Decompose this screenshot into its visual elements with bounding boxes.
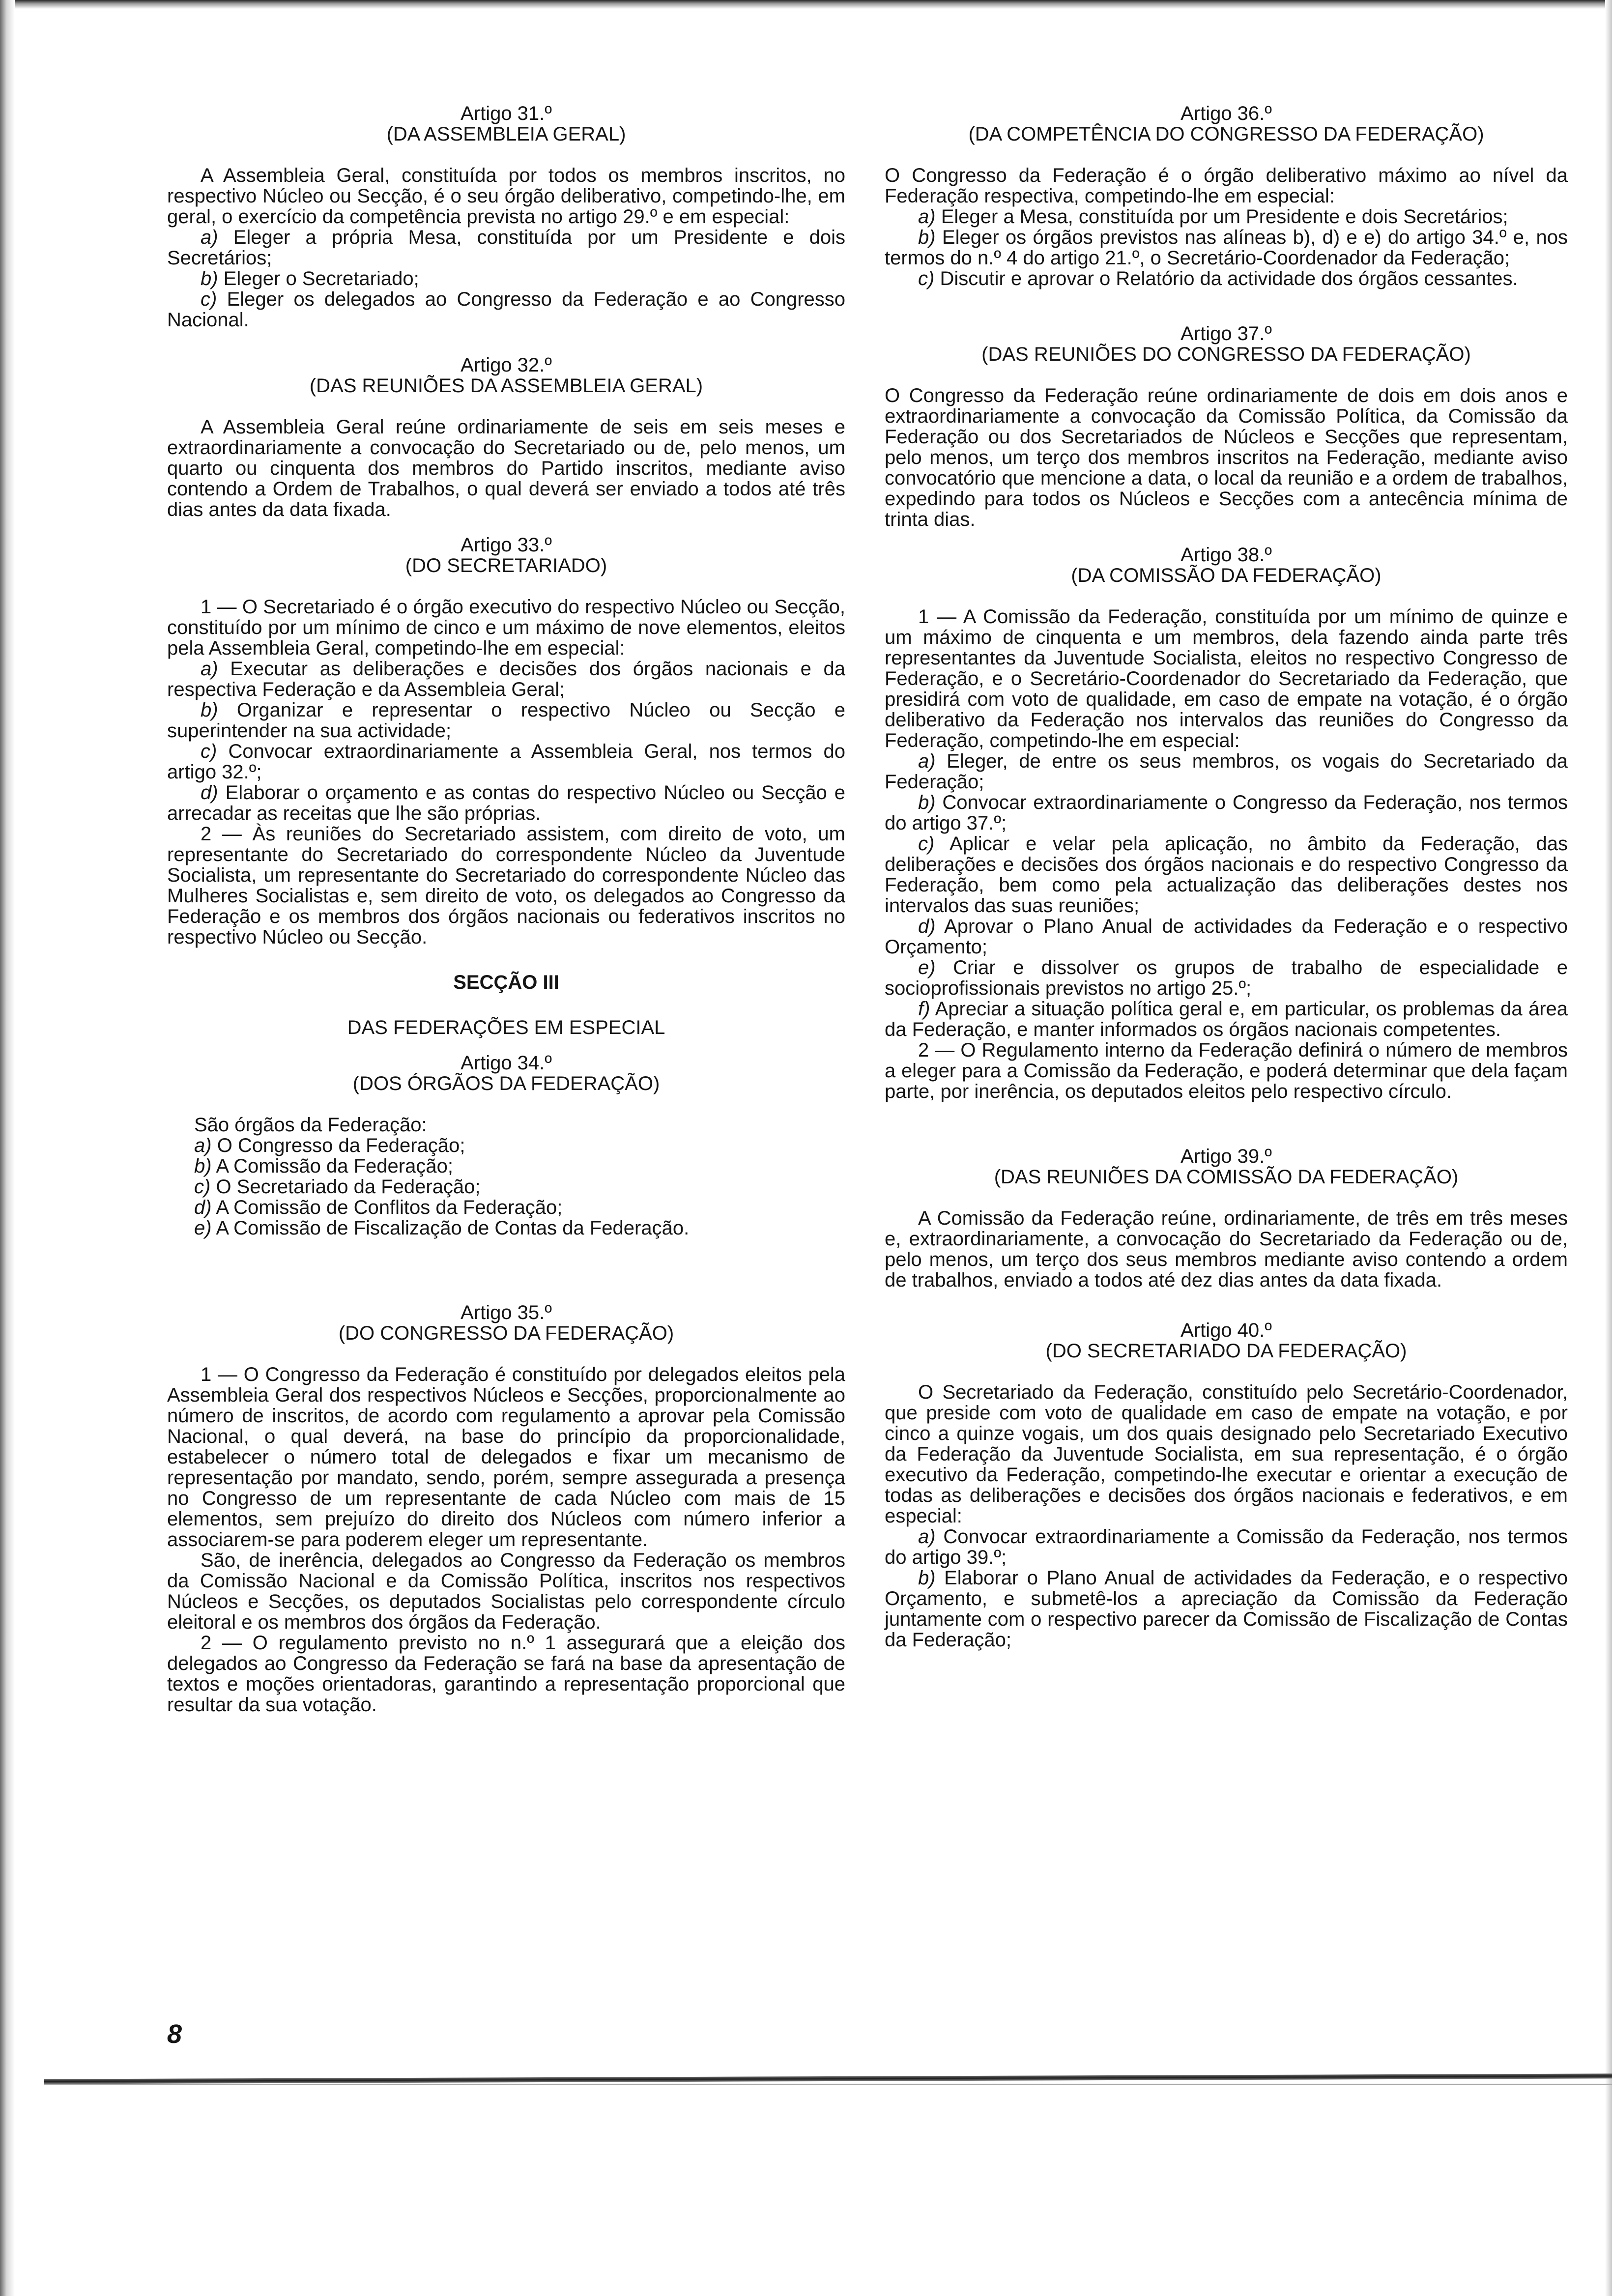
- article-paragraph-1: 1 — O Secretariado é o órgão executivo do respectivo Núcleo ou Secção, constituído por um mínimo de cinco e um máximo de nove elementos, eleitos pela Assembleia Geral, competindo-lhe em especial:: [167, 596, 845, 659]
- item-text: Apreciar a situação política geral e, em particular, os problemas da área da Federação, e manter informados os órgãos nacionais competentes.: [885, 998, 1568, 1040]
- item-text: O Congresso da Federação;: [217, 1135, 465, 1156]
- article-title: Artigo 32.º: [461, 354, 552, 376]
- item-letter: c): [918, 833, 935, 855]
- item-text: O Secretariado da Federação;: [216, 1176, 481, 1198]
- article-subtitle: (DOS ÓRGÃOS DA FEDERAÇÃO): [352, 1073, 660, 1094]
- list-item: [885, 999, 1568, 1040]
- item-text: Convocar extraordinariamente o Congresso da Federação, nos termos do artigo 37.º;: [885, 792, 1568, 834]
- list-item: [167, 289, 845, 330]
- item-text: Criar e dissolver os grupos de trabalho de especialidade e socioprofissionais previstos no artigo 25.º;: [885, 957, 1568, 999]
- item-letter: b): [918, 792, 936, 813]
- item-letter: c): [201, 288, 217, 310]
- list-item: [885, 268, 1568, 289]
- list-item: [194, 1218, 845, 1238]
- list-item: [167, 659, 845, 700]
- article-37: [885, 323, 1568, 530]
- list-item: [885, 1526, 1568, 1568]
- item-text: Eleger os órgãos previstos nas alíneas b), d) e e) do artigo 34.º e, nos termos do n.º 4 do artigo 21.º, o Secretário-Coordenador da Federação;: [885, 227, 1568, 269]
- list-item: [167, 227, 845, 268]
- item-text: Elaborar o orçamento e as contas do respectivo Núcleo ou Secção e arrecadar as receitas que lhe são próprias.: [167, 782, 845, 824]
- list-item: [167, 268, 845, 289]
- article-title: Artigo 37.º: [1180, 323, 1272, 344]
- article-subtitle: (DO SECRETARIADO DA FEDERAÇÃO): [1045, 1340, 1407, 1362]
- item-text: Eleger a Mesa, constituída por um Presidente e dois Secretários;: [941, 206, 1508, 228]
- item-letter: c): [918, 268, 935, 289]
- item-text: Eleger o Secretariado;: [223, 268, 419, 289]
- item-letter: b): [918, 227, 936, 248]
- article-body: O Congresso da Federação reúne ordinariamente de dois em dois anos e extraordinariamente a convocação da Comissão Política, da Comissão da Federação ou dos Secretariados de Núcleos e Secções que representam, pelo menos, um terço dos membros inscritos na Federação, mediante aviso convocatório que mencione a data, o local da reunião e a ordem de trabalhos, expedindo para todos os Núcleos e Secções com a antecência mínima de trinta dias.: [885, 385, 1568, 530]
- article-paragraph-2: 2 — Às reuniões do Secretariado assistem, com direito de voto, um representante do Secretariado do correspondente Núcleo da Juventude Socialista, um representante do Secretariado do correspondente Núcleo das Mulheres Socialistas e, sem direito de voto, os delegados ao Congresso da Federação e os membros dos órgãos nacionais ou federativos inscritos no respectivo Núcleo ou Secção.: [167, 823, 845, 948]
- list-item: [885, 751, 1568, 792]
- item-text: Executar as deliberações e decisões dos órgãos nacionais e da respectiva Federação e da Assembleia Geral;: [167, 658, 845, 700]
- list-item: [885, 1568, 1568, 1650]
- article-body: A Assembleia Geral reúne ordinariamente de seis em seis meses e extraordinariamente a convocação do Secretariado ou de, pelo menos, um quarto ou cinquenta dos membros do Partido inscritos, mediante aviso contendo a Ordem de Trabalhos, o qual deverá ser enviado a todos até três dias antes da data fixada.: [167, 416, 845, 520]
- article-subtitle: (DA ASSEMBLEIA GERAL): [386, 123, 626, 145]
- article-title: Artigo 36.º: [1180, 103, 1272, 124]
- article-title: Artigo 34.º: [461, 1052, 552, 1074]
- article-33: [167, 535, 845, 947]
- item-letter: a): [918, 750, 936, 772]
- scan-top-edge: [0, 0, 1612, 9]
- item-text: Aprovar o Plano Anual de actividades da Federação e o respectivo Orçamento;: [885, 916, 1568, 958]
- item-letter: a): [201, 658, 218, 680]
- article-paragraph-1: 1 — A Comissão da Federação, constituída por um mínimo de quinze e um máximo de cinquenta e um membros, dela fazendo ainda parte três representantes da Juventude Socialista, eleitos no respectivo Congresso de Federação, e o Secretário-Coordenador do Secretariado da Federação, que presidirá com voto de qualidade, em caso de empate na votação, é o órgão deliberativo da Federação nos intervalos das reuniões do Congresso da Federação, competindo-lhe em especial:: [885, 606, 1568, 751]
- right-column: [885, 103, 1568, 1650]
- item-text: A Comissão da Federação;: [216, 1155, 453, 1177]
- article-title: Artigo 38.º: [1180, 544, 1272, 566]
- article-34: [167, 1053, 845, 1238]
- page-fold-line: [44, 2073, 1612, 2084]
- article-subtitle: (DAS REUNIÕES DA ASSEMBLEIA GERAL): [309, 375, 703, 397]
- item-text: Convocar extraordinariamente a Assembleia Geral, nos termos do artigo 32.º;: [167, 741, 845, 783]
- item-text: Convocar extraordinariamente a Comissão da Federação, nos termos do artigo 39.º;: [885, 1526, 1568, 1568]
- page-number: 8: [167, 2019, 182, 2049]
- item-letter: d): [201, 782, 218, 804]
- article-intro: A Assembleia Geral, constituída por todos os membros inscritos, no respectivo Núcleo ou Secção, é o seu órgão deliberativo, competindo-lhe, em geral, o exercício da competência prevista no artigo 29.º e em especial:: [167, 165, 845, 228]
- section-heading: SECÇÃO III: [453, 972, 559, 993]
- list-item: [194, 1135, 845, 1156]
- article-32: [167, 355, 845, 520]
- article-subtitle: (DA COMPETÊNCIA DO CONGRESSO DA FEDERAÇÃO): [968, 123, 1484, 145]
- article-paragraph-2: 2 — O regulamento previsto no n.º 1 assegurará que a eleição dos delegados ao Congresso da Federação se fará na base da apresentação de textos e moções orientadoras, garantindo a representação proporcional que resultar da sua votação.: [167, 1632, 845, 1716]
- article-paragraph-2: 2 — O Regulamento interno da Federação definirá o número de membros a eleger para a Comissão da Federação, e poderá determinar que dela façam parte, por inerência, os deputados eleitos pelo respectivo círculo.: [885, 1039, 1568, 1102]
- item-letter: a): [918, 1526, 936, 1548]
- list-item: [167, 782, 845, 824]
- list-item: [885, 916, 1568, 957]
- item-letter: a): [194, 1135, 212, 1156]
- section-subheading: DAS FEDERAÇÕES EM ESPECIAL: [347, 1017, 665, 1038]
- item-text: Discutir e aprovar o Relatório da actividade dos órgãos cessantes.: [940, 268, 1518, 289]
- article-36: [885, 103, 1568, 289]
- article-intro: O Secretariado da Federação, constituído pelo Secretário-Coordenador, que preside com voto de qualidade em caso de empate na votação, e por cinco a quinze vogais, um dos quais designado pelo Secretariado Executivo da Federação da Juventude Socialista, em sua representação, é o órgão executivo da Federação, competindo-lhe executar e orientar a execução de todas as deliberações e decisões dos órgãos nacionais e federativos, e em especial:: [885, 1381, 1568, 1527]
- item-text: A Comissão de Conflitos da Federação;: [216, 1197, 563, 1218]
- article-paragraph-1: 1 — O Congresso da Federação é constituído por delegados eleitos pela Assembleia Geral dos respectivos Núcleos e Secções, proporcionalmente ao número de inscritos, de acordo com regulamento a aprovar pela Comissão Nacional, o qual deverá, na base do princípio da proporcionalidade, estabelecer o número total de delegados e fixar um mecanismo de representação por mandato, sendo, porém, sempre assegurada a presença no Congresso de um representante de cada Núcleo com mais de 15 elementos, sem prejuízo do direito dos Núcleos com número inferior a associarem-se para poderem eleger um representante.: [167, 1364, 845, 1550]
- item-letter: a): [201, 227, 218, 248]
- item-letter: b): [201, 699, 218, 721]
- list-item: [194, 1177, 845, 1197]
- article-intro: O Congresso da Federação é o órgão deliberativo máximo ao nível da Federação respectiva, competindo-lhe em especial:: [885, 165, 1568, 207]
- article-35: [167, 1302, 845, 1715]
- article-38: [885, 545, 1568, 1102]
- article-subtitle: (DA COMISSÃO DA FEDERAÇÃO): [1071, 565, 1382, 586]
- article-39: [885, 1146, 1568, 1291]
- item-text: Elaborar o Plano Anual de actividades da Federação, e o respectivo Orçamento, e submetê-los a apreciação da Comissão da Federação juntamente com o respectivo parecer da Comissão de Fiscalização de Contas da Federação;: [885, 1567, 1568, 1651]
- article-40: [885, 1320, 1568, 1650]
- list-item: [885, 792, 1568, 833]
- item-text: Eleger a própria Mesa, constituída por um Presidente e dois Secretários;: [167, 227, 845, 269]
- article-body: A Comissão da Federação reúne, ordinariamente, de três em três meses e, extraordinariamente, a convocação do Secretariado da Federação ou de, pelo menos, um terço dos seus membros mediante aviso contendo a ordem de trabalhos, enviado a todos até dez dias antes da data fixada.: [885, 1207, 1568, 1291]
- article-title: Artigo 33.º: [461, 534, 552, 556]
- list-item: [194, 1156, 845, 1177]
- item-letter: c): [194, 1176, 211, 1198]
- item-text: A Comissão de Fiscalização de Contas da Federação.: [216, 1217, 690, 1239]
- item-text: Eleger, de entre os seus membros, os vogais do Secretariado da Federação;: [885, 750, 1568, 793]
- article-subtitle: (DO CONGRESSO DA FEDERAÇÃO): [338, 1322, 674, 1344]
- article-title: Artigo 40.º: [1180, 1320, 1272, 1341]
- item-letter: e): [918, 957, 936, 978]
- item-letter: f): [918, 998, 930, 1020]
- page-fold-shadow: [44, 2084, 1612, 2085]
- scan-left-edge: [0, 0, 15, 2296]
- item-letter: c): [201, 741, 217, 762]
- list-item: [194, 1197, 845, 1218]
- organ-list: [167, 1115, 845, 1238]
- list-item: [167, 700, 845, 741]
- list-item: [885, 957, 1568, 999]
- item-text: Eleger os delegados ao Congresso da Federação e ao Congresso Nacional.: [167, 288, 846, 331]
- item-text: Organizar e representar o respectivo Núcleo ou Secção e superintender na sua actividade;: [167, 699, 845, 742]
- list-item: [885, 227, 1568, 268]
- left-column: [167, 103, 845, 1715]
- article-subtitle: (DO SECRETARIADO): [405, 555, 607, 576]
- article-title: Artigo 39.º: [1180, 1146, 1272, 1167]
- article-31: [167, 103, 845, 330]
- item-letter: e): [194, 1217, 212, 1239]
- article-paragraph-1b: São, de inerência, delegados ao Congresso da Federação os membros da Comissão Nacional e da Comissão Política, inscritos nos respectivos Núcleos e Secções, os deputados Socialistas pelo correspondente círculo eleitoral e os membros dos órgãos da Federação.: [167, 1550, 845, 1633]
- list-item: [167, 741, 845, 782]
- list-intro: São órgãos da Federação:: [194, 1114, 427, 1136]
- item-text: Aplicar e velar pela aplicação, no âmbito da Federação, das deliberações e decisões dos órgãos nacionais e do respectivo Congresso da Federação, bem como pela actualização das deliberações destes nos intervalos das suas reuniões;: [885, 833, 1568, 917]
- item-letter: b): [201, 268, 218, 289]
- scan-right-edge: [1605, 0, 1612, 2296]
- article-title: Artigo 31.º: [461, 103, 552, 124]
- item-letter: b): [194, 1155, 212, 1177]
- item-letter: d): [194, 1197, 212, 1218]
- item-letter: b): [918, 1567, 936, 1589]
- list-item: [885, 206, 1568, 227]
- article-title: Artigo 35.º: [461, 1302, 552, 1323]
- list-item: [885, 833, 1568, 916]
- item-letter: d): [918, 916, 936, 937]
- item-letter: a): [918, 206, 936, 228]
- section-3: [167, 972, 845, 1038]
- article-subtitle: (DAS REUNIÕES DA COMISSÃO DA FEDERAÇÃO): [994, 1166, 1459, 1188]
- article-subtitle: (DAS REUNIÕES DO CONGRESSO DA FEDERAÇÃO): [981, 344, 1471, 365]
